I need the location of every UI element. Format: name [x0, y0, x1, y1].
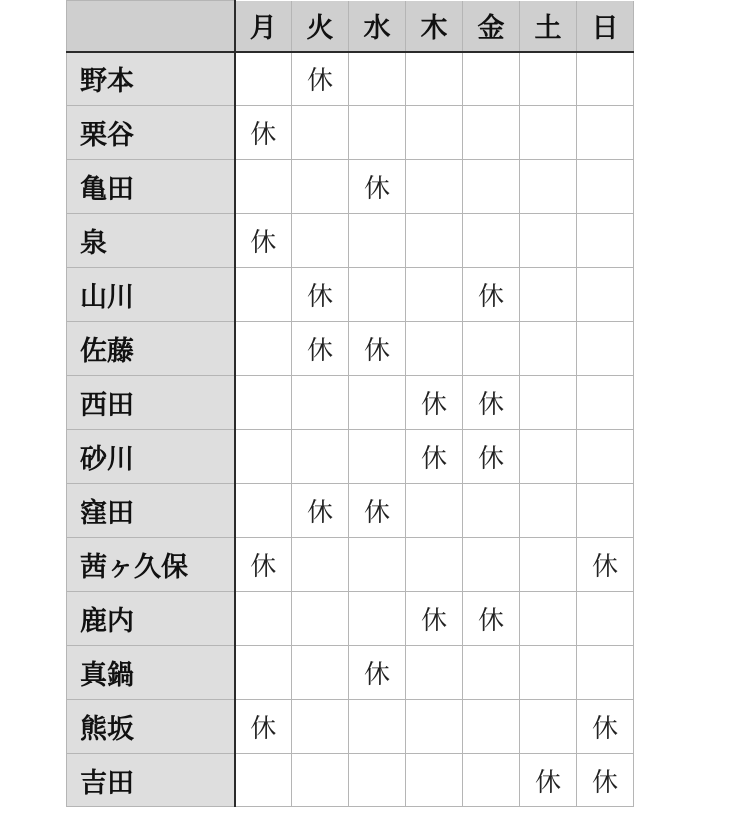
day-off-cell-fri[interactable]: 休	[463, 376, 520, 430]
day-off-cell-wed[interactable]	[349, 700, 406, 754]
day-off-cell-thu[interactable]	[406, 160, 463, 214]
table-row	[67, 592, 634, 646]
day-header-thu[interactable]: 木	[406, 1, 463, 52]
day-off-cell-thu[interactable]: 休	[406, 376, 463, 430]
day-off-cell-fri[interactable]	[463, 754, 520, 807]
day-off-cell-mon[interactable]	[235, 322, 292, 376]
day-off-cell-thu[interactable]	[406, 754, 463, 807]
day-off-cell-fri[interactable]	[463, 484, 520, 538]
day-off-cell-sun[interactable]	[577, 268, 634, 322]
day-off-cell-tue[interactable]	[292, 376, 349, 430]
day-off-cell-wed[interactable]: 休	[349, 646, 406, 700]
day-off-cell-sat[interactable]: 休	[520, 754, 577, 807]
day-off-cell-sat[interactable]	[520, 538, 577, 592]
day-off-cell-sat[interactable]	[520, 700, 577, 754]
employee-name-cell[interactable]: 窪田	[67, 484, 235, 538]
day-off-cell-sun[interactable]: 休	[577, 754, 634, 807]
day-off-cell-sat[interactable]	[520, 106, 577, 160]
day-off-cell-mon[interactable]	[235, 160, 292, 214]
day-off-cell-wed[interactable]	[349, 52, 406, 106]
employee-name-cell[interactable]: 亀田	[67, 160, 235, 214]
day-off-cell-sun[interactable]	[577, 376, 634, 430]
day-off-cell-fri[interactable]: 休	[463, 592, 520, 646]
employee-name-cell[interactable]: 茜ヶ久保	[67, 538, 235, 592]
day-off-cell-tue[interactable]	[292, 430, 349, 484]
day-off-cell-tue[interactable]: 休	[292, 484, 349, 538]
employee-name-cell[interactable]: 栗谷	[67, 106, 235, 160]
day-off-cell-fri[interactable]	[463, 106, 520, 160]
day-header-sat[interactable]: 土	[520, 1, 577, 52]
day-off-cell-sun[interactable]	[577, 214, 634, 268]
day-off-cell-tue[interactable]	[292, 106, 349, 160]
day-off-cell-thu[interactable]	[406, 322, 463, 376]
day-off-cell-sun[interactable]	[577, 52, 634, 106]
day-off-cell-sun[interactable]	[577, 484, 634, 538]
day-off-cell-wed[interactable]	[349, 538, 406, 592]
employee-name-cell[interactable]: 鹿内	[67, 592, 235, 646]
day-off-cell-sat[interactable]	[520, 160, 577, 214]
day-off-cell-wed[interactable]: 休	[349, 160, 406, 214]
day-off-cell-tue[interactable]	[292, 160, 349, 214]
day-off-cell-tue[interactable]: 休	[292, 52, 349, 106]
table-row	[67, 160, 634, 214]
day-off-cell-sun[interactable]	[577, 646, 634, 700]
day-off-cell-wed[interactable]	[349, 106, 406, 160]
day-off-cell-wed[interactable]: 休	[349, 484, 406, 538]
table-row	[67, 646, 634, 700]
day-off-cell-sat[interactable]	[520, 646, 577, 700]
day-off-cell-mon[interactable]: 休	[235, 538, 292, 592]
day-off-cell-fri[interactable]	[463, 538, 520, 592]
day-off-cell-wed[interactable]	[349, 754, 406, 807]
day-off-cell-sat[interactable]	[520, 214, 577, 268]
day-off-cell-fri[interactable]	[463, 700, 520, 754]
table-row	[67, 538, 634, 592]
table-row	[67, 754, 634, 807]
day-off-cell-tue[interactable]	[292, 700, 349, 754]
day-off-cell-sat[interactable]	[520, 376, 577, 430]
day-off-cell-sat[interactable]	[520, 430, 577, 484]
table-row	[67, 268, 634, 322]
day-header-wed[interactable]: 水	[349, 1, 406, 52]
day-off-cell-sun[interactable]	[577, 322, 634, 376]
table-row	[67, 214, 634, 268]
day-off-cell-fri[interactable]	[463, 52, 520, 106]
day-off-cell-tue[interactable]	[292, 646, 349, 700]
table-row	[67, 52, 634, 106]
table-row	[67, 322, 634, 376]
day-off-cell-wed[interactable]: 休	[349, 322, 406, 376]
day-off-cell-wed[interactable]	[349, 430, 406, 484]
corner-cell[interactable]	[67, 1, 235, 52]
header-row	[67, 1, 634, 52]
day-off-cell-sun[interactable]	[577, 106, 634, 160]
table-row	[67, 484, 634, 538]
employee-name-cell[interactable]: 野本	[67, 52, 235, 106]
employee-name-cell[interactable]: 佐藤	[67, 322, 235, 376]
day-off-cell-fri[interactable]	[463, 214, 520, 268]
day-off-cell-sat[interactable]	[520, 268, 577, 322]
day-off-cell-sat[interactable]	[520, 322, 577, 376]
day-off-cell-thu[interactable]	[406, 52, 463, 106]
day-off-cell-thu[interactable]	[406, 214, 463, 268]
day-off-cell-thu[interactable]: 休	[406, 430, 463, 484]
day-off-cell-sun[interactable]: 休	[577, 538, 634, 592]
day-off-cell-sun[interactable]	[577, 430, 634, 484]
day-off-cell-mon[interactable]: 休	[235, 106, 292, 160]
day-off-cell-thu[interactable]	[406, 646, 463, 700]
day-off-cell-fri[interactable]	[463, 160, 520, 214]
day-off-cell-mon[interactable]	[235, 754, 292, 807]
day-off-cell-sun[interactable]	[577, 592, 634, 646]
day-off-cell-thu[interactable]	[406, 700, 463, 754]
day-header-mon[interactable]: 月	[235, 1, 292, 52]
day-off-cell-thu[interactable]	[406, 106, 463, 160]
day-off-cell-tue[interactable]	[292, 538, 349, 592]
day-off-cell-wed[interactable]	[349, 214, 406, 268]
day-off-cell-mon[interactable]: 休	[235, 214, 292, 268]
day-off-cell-sat[interactable]	[520, 484, 577, 538]
day-off-cell-tue[interactable]	[292, 214, 349, 268]
day-off-cell-fri[interactable]: 休	[463, 430, 520, 484]
day-header-fri[interactable]: 金	[463, 1, 520, 52]
table-row	[67, 430, 634, 484]
employee-name-cell[interactable]: 熊坂	[67, 700, 235, 754]
day-off-cell-mon[interactable]	[235, 268, 292, 322]
day-off-cell-mon[interactable]	[235, 52, 292, 106]
day-off-cell-tue[interactable]: 休	[292, 268, 349, 322]
day-off-cell-wed[interactable]	[349, 376, 406, 430]
day-off-cell-tue[interactable]	[292, 754, 349, 807]
day-off-cell-sun[interactable]: 休	[577, 700, 634, 754]
day-off-cell-fri[interactable]: 休	[463, 268, 520, 322]
day-off-cell-sun[interactable]	[577, 160, 634, 214]
employee-name-cell[interactable]: 山川	[67, 268, 235, 322]
day-off-cell-tue[interactable]: 休	[292, 322, 349, 376]
day-off-cell-mon[interactable]	[235, 592, 292, 646]
table-body	[67, 52, 634, 807]
day-header-tue[interactable]: 火	[292, 1, 349, 52]
day-header-sun[interactable]: 日	[577, 1, 634, 52]
employee-name-cell[interactable]: 吉田	[67, 754, 235, 807]
employee-name-cell[interactable]: 西田	[67, 376, 235, 430]
day-off-cell-thu[interactable]	[406, 538, 463, 592]
day-off-cell-wed[interactable]	[349, 268, 406, 322]
day-off-cell-tue[interactable]	[292, 592, 349, 646]
day-off-cell-fri[interactable]	[463, 646, 520, 700]
day-off-cell-thu[interactable]	[406, 484, 463, 538]
employee-name-cell[interactable]: 泉	[67, 214, 235, 268]
day-off-cell-wed[interactable]	[349, 592, 406, 646]
day-off-cell-mon[interactable]	[235, 646, 292, 700]
day-off-cell-thu[interactable]: 休	[406, 592, 463, 646]
day-off-cell-mon[interactable]	[235, 376, 292, 430]
day-off-cell-mon[interactable]: 休	[235, 700, 292, 754]
day-off-cell-mon[interactable]	[235, 430, 292, 484]
table-row	[67, 700, 634, 754]
day-off-cell-thu[interactable]	[406, 268, 463, 322]
table-row	[67, 376, 634, 430]
employee-name-cell[interactable]: 砂川	[67, 430, 235, 484]
employee-name-cell[interactable]: 真鍋	[67, 646, 235, 700]
day-off-cell-mon[interactable]	[235, 484, 292, 538]
day-off-cell-sat[interactable]	[520, 592, 577, 646]
schedule-table	[66, 0, 634, 807]
table-row	[67, 106, 634, 160]
day-off-cell-fri[interactable]	[463, 322, 520, 376]
day-off-cell-sat[interactable]	[520, 52, 577, 106]
